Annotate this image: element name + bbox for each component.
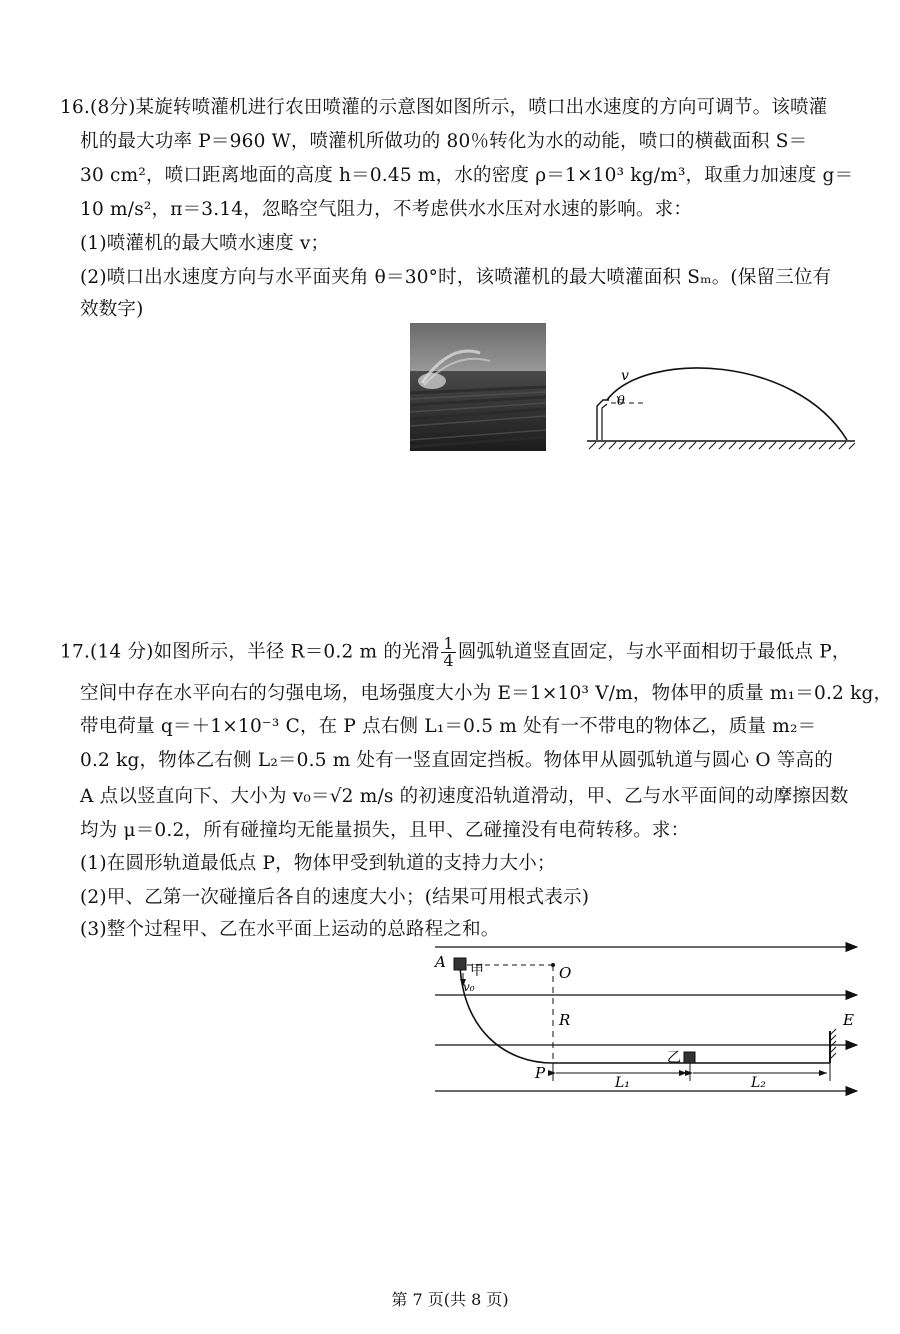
q17-line-4: 0.2 kg，物体乙右侧 L₂＝0.5 m 处有一竖直固定挡板。物体甲从圆弧轨道与圆心 O 等高的 (80, 750, 833, 771)
q17-line-1a: 17.(14 分)如图所示，半径 R＝0.2 m 的光滑 (60, 641, 440, 663)
q17-line-8: (2)甲、乙第一次碰撞后各自的速度大小；(结果可用根式表示) (80, 887, 590, 908)
label-E: E (843, 1011, 854, 1029)
sprinkler-photo (410, 323, 546, 451)
q17-line-2: 空间中存在水平向右的匀强电场，电场强度大小为 E＝1×10³ V/m，物体甲的质量 m₁＝0.2 kg， (80, 683, 893, 704)
label-P: P (535, 1064, 546, 1082)
q17-track-diagram (425, 935, 870, 1105)
label-O: O (559, 964, 572, 982)
block-jia (454, 958, 466, 970)
q17-line-9: (3)整个过程甲、乙在水平面上运动的总路程之和。 (80, 919, 500, 940)
q16-line-3: 30 cm²，喷口距离地面的高度 h＝0.45 m，水的密度 ρ＝1×10³ kg/m³，取重力加速度 g＝ (80, 165, 854, 186)
q16-line-7: 效数字) (80, 299, 144, 320)
label-A: A (435, 953, 446, 971)
q17-line-6: 均为 μ＝0.2，所有碰撞均无能量损失，且甲、乙碰撞没有电荷转移。求： (80, 820, 690, 841)
water-trajectory (607, 368, 847, 440)
q16-line-2: 机的最大功率 P＝960 W，喷灌机所做功的 80％转化为水的动能，喷口的横截面积 S＝ (80, 131, 808, 152)
q16-line-6: (2)喷口出水速度方向与水平面夹角 θ＝30°时，该喷灌机的最大喷灌面积 Sₘ。(保留三位有 (80, 267, 832, 288)
label-v0: v₀ (463, 980, 475, 994)
q16-line-5: (1)喷灌机的最大喷水速度 v； (80, 233, 330, 254)
q17-line-1b: 圆弧轨道竖直固定，与水平面相切于最低点 P， (457, 641, 851, 663)
label-yi: 乙 (667, 1050, 681, 1066)
q17-line-3: 带电荷量 q＝＋1×10⁻³ C，在 P 点右侧 L₁＝0.5 m 处有一不带电的物体乙，质量 m₂＝ (80, 716, 817, 737)
center-point-O (551, 963, 555, 967)
label-jia: 甲 (470, 963, 484, 979)
q16-line-1: 16.(8分)某旋转喷灌机进行农田喷灌的示意图如图所示，喷口出水速度的方向可调节。该喷灌 (60, 97, 828, 118)
label-L1: L₁ (615, 1075, 630, 1091)
label-theta: θ (617, 394, 625, 409)
label-R: R (559, 1011, 571, 1029)
q17-line-1 (60, 636, 851, 669)
block-yi (684, 1052, 695, 1063)
label-L2: L₂ (751, 1075, 766, 1091)
q17-line-5: A 点以竖直向下、大小为 v₀＝√2 m/s 的初速度沿轨道滑动，甲、乙与水平面间的动摩擦因数 (80, 786, 849, 807)
quarter-fraction (441, 636, 455, 669)
label-v: v (621, 368, 629, 384)
nozzle (597, 400, 609, 440)
fraction-denominator: 4 (443, 651, 454, 670)
q17-line-7: (1)在圆形轨道最低点 P，物体甲受到轨道的支持力大小； (80, 853, 556, 874)
q16-line-4: 10 m/s²，π＝3.14，忽略空气阻力，不考虑供水水压对水速的影响。求： (80, 199, 693, 220)
q16-trajectory-diagram (585, 360, 860, 455)
fraction-numerator: 1 (443, 634, 454, 653)
page-footer: 第 7 页(共 8 页) (391, 1290, 509, 1309)
